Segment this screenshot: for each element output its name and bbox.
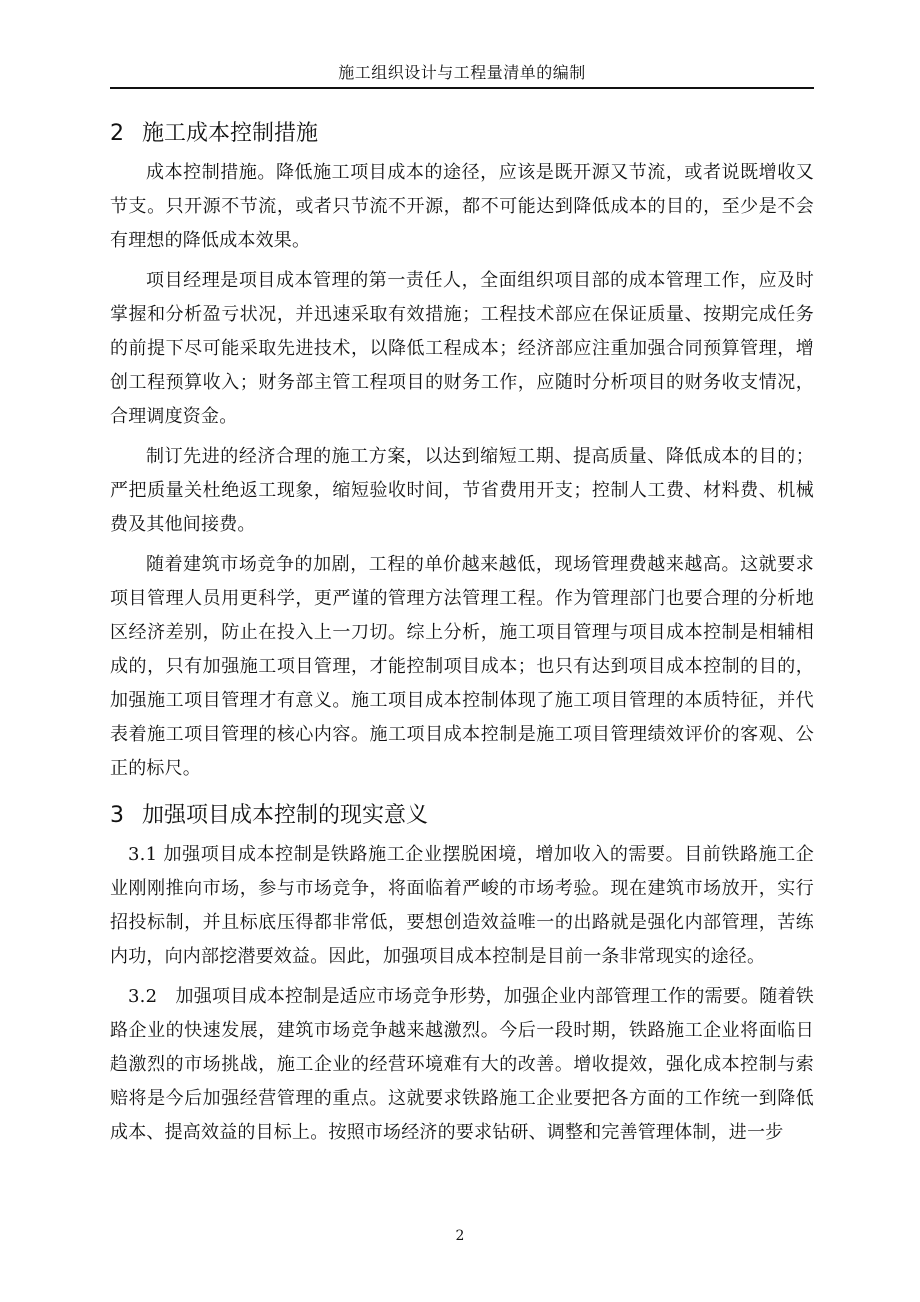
section-3-heading: [110, 794, 814, 838]
section-2-title: 施工成本控制措施: [142, 121, 319, 146]
section-2-number: 2: [110, 121, 124, 146]
section-2-paragraph-3: 制订先进的经济合理的施工方案，以达到缩短工期、提高质量、降低成本的目的；严把质量关杜绝返工现象，缩短验收时间，节省费用开支；控制人工费、材料费、机械费及其他间接费。: [110, 446, 814, 535]
section-3-paragraph-2: 3.2 加强项目成本控制是适应市场竞争形势，加强企业内部管理工作的需要。随着铁路企业的快速发展，建筑市场竞争越来越激烈。今后一段时期，铁路施工企业将面临日趋激烈的市场挑战，施工企业的经营环境难有大的改善。增收提效，强化成本控制与索赔将是今后加强经营管理的重点。这就要求铁路施工企业要把各方面的工作统一到降低成本、提高效益的目标上。按照市场经济的要求钻研、调整和完善管理体制，进一步: [110, 986, 814, 1143]
section-3-number: 3: [110, 803, 124, 828]
running-header: 施工组织设计与工程量清单的编制: [338, 63, 586, 82]
section-2-heading: [110, 112, 814, 156]
section-2-paragraph-4: 随着建筑市场竞争的加剧，工程的单价越来越低，现场管理费越来越高。这就要求项目管理人员用更科学，更严谨的管理方法管理工程。作为管理部门也要合理的分析地区经济差别，防止在投入上一刀切。综上分析，施工项目管理与项目成本控制是相辅相成的，只有加强施工项目管理，才能控制项目成本；也只有达到项目成本控制的目的，加强施工项目管理才有意义。施工项目成本控制体现了施工项目管理的本质特征，并代表着施工项目管理的核心内容。施工项目成本控制是施工项目管理绩效评价的客观、公正的标尺。: [110, 554, 814, 779]
page-number: 2: [455, 1228, 465, 1244]
section-2-paragraph-2: 项目经理是项目成本管理的第一责任人，全面组织项目部的成本管理工作，应及时掌握和分析盈亏状况，并迅速采取有效措施；工程技术部应在保证质量、按期完成任务的前提下尽可能采取先进技术，以降低工程成本；经济部应注重加强合同预算管理，增创工程预算收入；财务部主管工程项目的财务工作，应随时分析项目的财务收支情况，合理调度资金。: [110, 270, 814, 427]
section-3-paragraph-1: 3.1 加强项目成本控制是铁路施工企业摆脱困境，增加收入的需要。目前铁路施工企业刚刚推向市场，参与市场竞争，将面临着严峻的市场考验。现在建筑市场放开，实行招投标制，并且标底压得都非常低，要想创造效益唯一的出路就是强化内部管理，苦练内功，向内部挖潜要效益。因此，加强项目成本控制是目前一条非常现实的途径。: [110, 844, 814, 967]
section-2-paragraph-1: 成本控制措施。降低施工项目成本的途径，应该是既开源又节流，或者说既增收又节支。只开源不节流，或者只节流不开源，都不可能达到降低成本的目的，至少是不会有理想的降低成本效果。: [110, 162, 814, 251]
section-3-title: 加强项目成本控制的现实意义: [142, 803, 429, 828]
page-content: [110, 112, 814, 1150]
header-rule: [110, 87, 814, 89]
